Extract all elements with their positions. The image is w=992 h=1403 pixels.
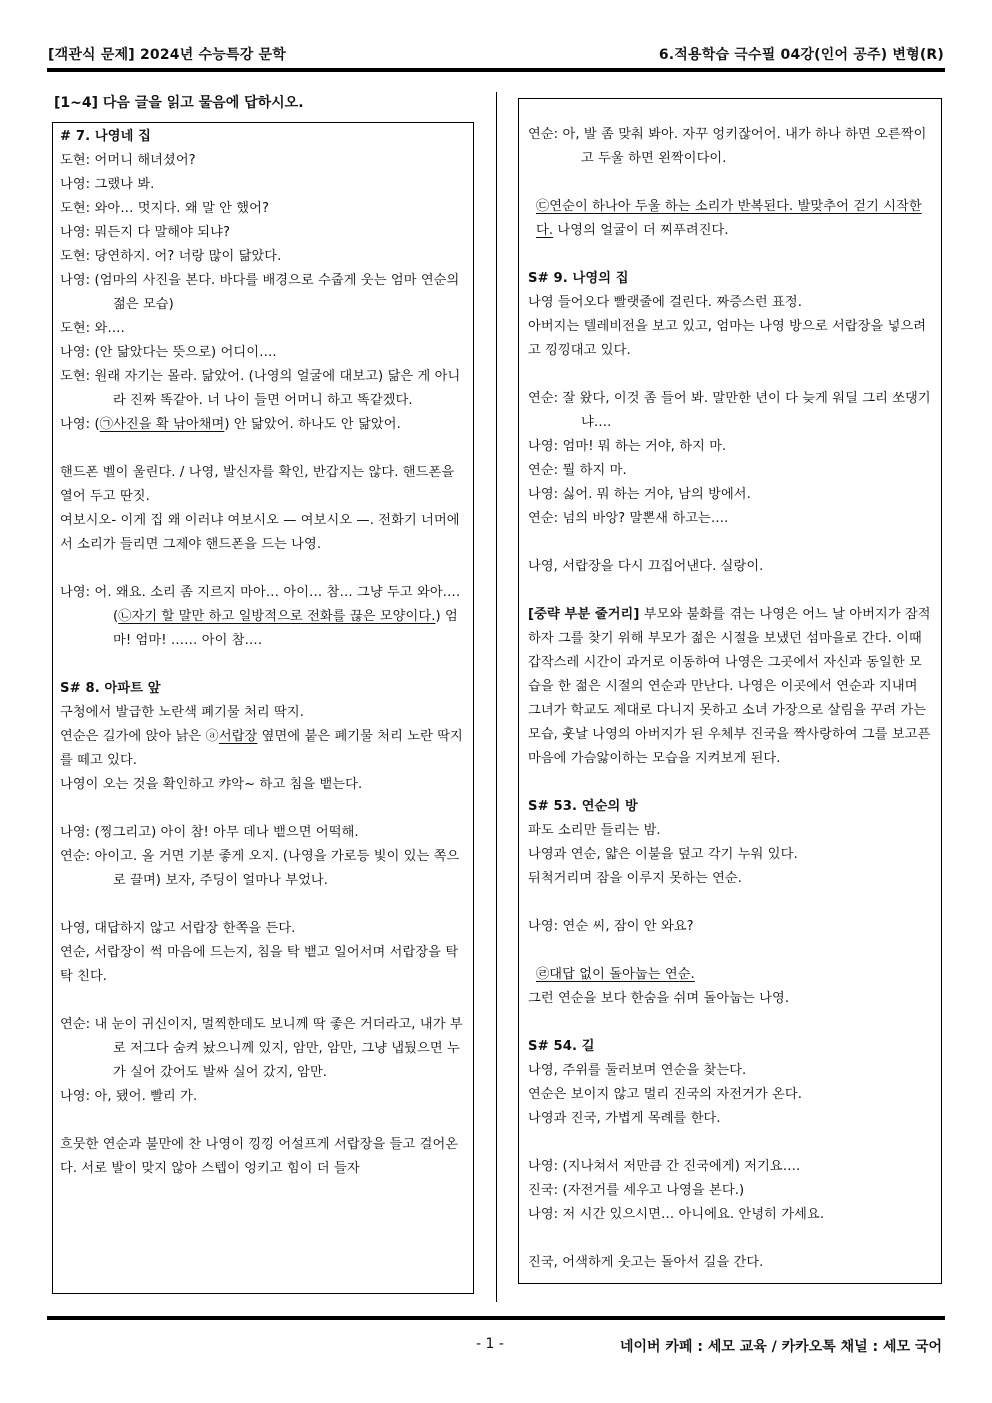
text-segment: ) 안 닮았어. 하나도 안 닮았어.	[224, 417, 401, 432]
scene-heading-9: S# 9. 나영의 집	[528, 271, 629, 286]
dialogue-line: 연순: 뭘 하지 마.	[528, 463, 627, 478]
stage-direction: 흐뭇한 연순과 불만에 찬 나영이 낑낑 어설프게 서랍장을 들고 걸어온다. 서로 발이 맞지 않아 스텝이 엉키고 힘이 더 들자	[60, 1137, 459, 1176]
page-number: - 1 -	[476, 1336, 504, 1352]
scene-heading-54: S# 54. 길	[528, 1039, 595, 1054]
stage-direction: 나영, 서랍장을 다시 끄집어낸다. 실랑이.	[528, 559, 764, 574]
spacer	[60, 653, 466, 677]
stage-direction-annotated	[528, 963, 933, 987]
plot-summary	[528, 603, 933, 771]
right-passage-box	[518, 98, 942, 1284]
stage-direction-annotated	[60, 725, 466, 773]
text-segment: 나영의 얼굴이 더 찌푸려진다.	[553, 223, 729, 238]
question-title: [1~4] 다음 글을 읽고 물음에 답하시오.	[54, 95, 304, 111]
underlined-annotation-d: ㉣대답 없이 돌아눕는 연순.	[536, 967, 695, 982]
dialogue-line: 나영: 아, 됐어. 빨리 가.	[60, 1089, 198, 1104]
plot-summary-label: [중략 부분 줄거리]	[528, 607, 640, 622]
stage-direction: 나영, 주위를 둘러보며 연순을 찾는다.	[528, 1063, 747, 1078]
dialogue-line: 나영: 싫어. 뭐 하는 거야, 남의 방에서.	[528, 487, 751, 502]
footer-credit: 네이버 카페 : 세모 교육 / 카카오톡 채널 : 세모 국어	[619, 1339, 942, 1355]
dialogue-line: 연순: 아이고. 올 거면 기분 좋게 오지. (나영을 가로등 빛이 있는 쪽으로 끌며) 보자, 주딩이 얼마나 부었나.	[60, 849, 460, 888]
dialogue-line: 나영: (지나쳐서 저만큼 간 진국에게) 저기요….	[528, 1159, 801, 1174]
dialogue-line: 나영: 그랬나 봐.	[60, 177, 155, 192]
spacer	[528, 579, 933, 603]
text-segment: 연순은 길가에 앉아 낡은 ⓐ	[60, 729, 219, 744]
plot-summary-text: 부모와 불화를 겪는 나영은 어느 날 아버지가 잠적하자 그를 찾기 위해 부모가 젊은 시절을 보냈던 섬마을로 간다. 이때 갑작스레 시간이 과거로 이동하여 나영은 그곳에서 자신과 동일한 모습을 한 젊은 시절의 연순과 만난다. 나영은 이곳에서 연순과 지내며 그녀가 학교도 제대로 다니지 못하고 소녀 가장으로 살림을 꾸려 가는 모습, 훗날 나영의 아버지가 된 우체부 진국을 짝사랑하여 그를 보고픈 마음에 가슴앓이하는 모습을 지켜보게 된다.	[528, 607, 931, 766]
underlined-annotation-b: ㉡자기 할 말만 하고 일방적으로 전화를 끊은 모양이다.	[118, 609, 436, 624]
text-segment: ) 엄마! 엄마! …… 아이 참….	[113, 609, 458, 648]
stage-direction: 나영과 진국, 가볍게 목례를 한다.	[528, 1111, 721, 1126]
stage-direction: 진국, 어색하게 웃고는 돌아서 길을 간다.	[528, 1255, 764, 1270]
column-divider	[496, 92, 497, 1302]
dialogue-line: 나영: 저 시간 있으시면… 아니에요. 안녕히 가세요.	[528, 1207, 825, 1222]
spacer	[528, 1011, 933, 1035]
underlined-annotation-drawer: 서랍장	[218, 729, 258, 744]
spacer	[528, 939, 933, 963]
underlined-annotation-c: ㉢연순이 하나아 두울 하는 소리가 반복된다. 발맞추어 걷기 시작한다.	[536, 199, 922, 238]
spacer	[528, 363, 933, 387]
stage-direction: 연순은 보이지 않고 멀리 진국의 자전거가 온다.	[528, 1087, 802, 1102]
stage-direction: 아버지는 텔레비전을 보고 있고, 엄마는 나영 방으로 서랍장을 넣으려고 낑낑대고 있다.	[528, 319, 927, 358]
stage-direction: 나영 들어오다 빨랫줄에 걸린다. 짜증스런 표정.	[528, 295, 802, 310]
stage-direction: 구청에서 발급한 노란색 폐기물 처리 딱지.	[60, 705, 305, 720]
spacer	[60, 1109, 466, 1133]
stage-direction: 파도 소리만 들리는 밤.	[528, 823, 661, 838]
spacer	[528, 1227, 933, 1251]
stage-direction: 나영, 대답하지 않고 서랍장 한쪽을 든다.	[60, 921, 296, 936]
spacer	[60, 797, 466, 821]
scene-heading-53: S# 53. 연순의 방	[528, 799, 638, 814]
stage-direction: 나영이 오는 것을 확인하고 캬악~ 하고 침을 뱉는다.	[60, 777, 363, 792]
scene-heading-8: S# 8. 아파트 앞	[60, 681, 161, 696]
dialogue-line: 진국: (자전거를 세우고 나영을 본다.)	[528, 1183, 745, 1198]
dialogue-line: 나영: 뭐든지 다 말해야 되냐?	[60, 225, 231, 240]
dialogue-line: 도현: 와….	[60, 321, 125, 336]
stage-direction: 그런 연순을 보다 한숨을 쉬며 돌아눕는 나영.	[528, 991, 790, 1006]
dialogue-line: 도현: 어머니 해녀셨어?	[60, 153, 196, 168]
spacer	[60, 989, 466, 1013]
stage-direction: 핸드폰 벨이 울린다. / 나영, 발신자를 확인, 반갑지는 않다. 핸드폰을 열어 두고 딴짓.	[60, 465, 455, 504]
text-segment: 옆면에 붙은 폐기물 처리 노란 딱지를 떼고 있다.	[60, 729, 463, 768]
underlined-annotation-a: ㉠사진을 확 낚아채며	[99, 417, 225, 432]
spacer	[528, 531, 933, 555]
stage-direction-annotated	[528, 195, 933, 243]
dialogue-line-annotated	[60, 581, 466, 653]
dialogue-line: 나영: (찡그리고) 아이 참! 아무 데나 뱉으면 어떡해.	[60, 825, 359, 840]
dialogue-line: 연순: 내 눈이 귀신이지, 멀찍한데도 보니께 딱 좋은 거더라고, 내가 부로 저그다 숨켜 놨으니께 있지, 암만, 암만, 그냥 냅뒀으면 누가 실어 갔어도 발싸 실어 갔지, 암만.	[60, 1017, 463, 1080]
dialogue-line: 연순: 넘의 바앙? 말뽄새 하고는….	[528, 511, 729, 526]
spacer	[60, 893, 466, 917]
stage-direction: 여보시오- 이게 집 왜 이러냐 여보시오 — 여보시오 —. 전화기 너머에서 소리가 들리면 그제야 핸드폰을 드는 나영.	[60, 513, 460, 552]
header-left-title: [객관식 문제] 2024년 수능특강 문학	[48, 47, 286, 63]
scene-heading-7: # 7. 나영네 집	[60, 129, 151, 144]
spacer	[528, 891, 933, 915]
spacer	[528, 171, 933, 195]
dialogue-line: 나영: (엄마의 사진을 본다. 바다를 배경으로 수줍게 웃는 엄마 연순의 젊은 모습)	[60, 273, 460, 312]
spacer	[60, 437, 466, 461]
dialogue-line: 도현: 원래 자기는 몰라. 닮았어. (나영의 얼굴에 대보고) 닮은 게 아니라 진짜 똑같아. 너 나이 들면 어머니 하고 똑같겠다.	[60, 369, 461, 408]
header-rule	[47, 68, 945, 72]
text-segment: 나영: 어. 왜요. 소리 좀 지르지 마아… 아이… 참… 그냥 두고 와아…. (	[60, 585, 461, 624]
dialogue-line: 도현: 와아… 멋지다. 왜 말 안 했어?	[60, 201, 270, 216]
dialogue-line: 연순: 잘 왔다, 이것 좀 들어 봐. 말만한 년이 다 늦게 워딜 그리 쏘댕기냐….	[528, 391, 931, 430]
spacer	[60, 557, 466, 581]
dialogue-line-annotated	[60, 413, 466, 437]
spacer	[528, 1131, 933, 1155]
dialogue-line: 나영: (안 닮았다는 뜻으로) 어디이….	[60, 345, 277, 360]
left-passage-box	[52, 122, 474, 1294]
stage-direction: 연순, 서랍장이 썩 마음에 드는지, 침을 탁 뱉고 일어서며 서랍장을 탁탁 친다.	[60, 945, 459, 984]
dialogue-line: 연순: 아, 발 좀 맞춰 봐아. 자꾸 엉키잖어어. 내가 하나 하면 오른짝이고 두울 하면 왼짝이다이.	[528, 127, 927, 166]
stage-direction: 뒤척거리며 잠을 이루지 못하는 연순.	[528, 871, 743, 886]
dialogue-line: 도현: 당연하지. 어? 너랑 많이 닮았다.	[60, 249, 282, 264]
stage-direction: 나영과 연순, 얇은 이불을 덮고 각기 누워 있다.	[528, 847, 798, 862]
footer-rule	[47, 1316, 945, 1320]
header-right-title: 6.적용학습 극수필 04강(인어 공주) 변형(R)	[658, 47, 944, 63]
dialogue-line: 나영: 엄마! 뭐 하는 거야, 하지 마.	[528, 439, 727, 454]
dialogue-line: 나영: 연순 씨, 잠이 안 와요?	[528, 919, 694, 934]
spacer	[528, 771, 933, 795]
text-segment: 나영: (	[60, 417, 100, 432]
spacer	[528, 243, 933, 267]
